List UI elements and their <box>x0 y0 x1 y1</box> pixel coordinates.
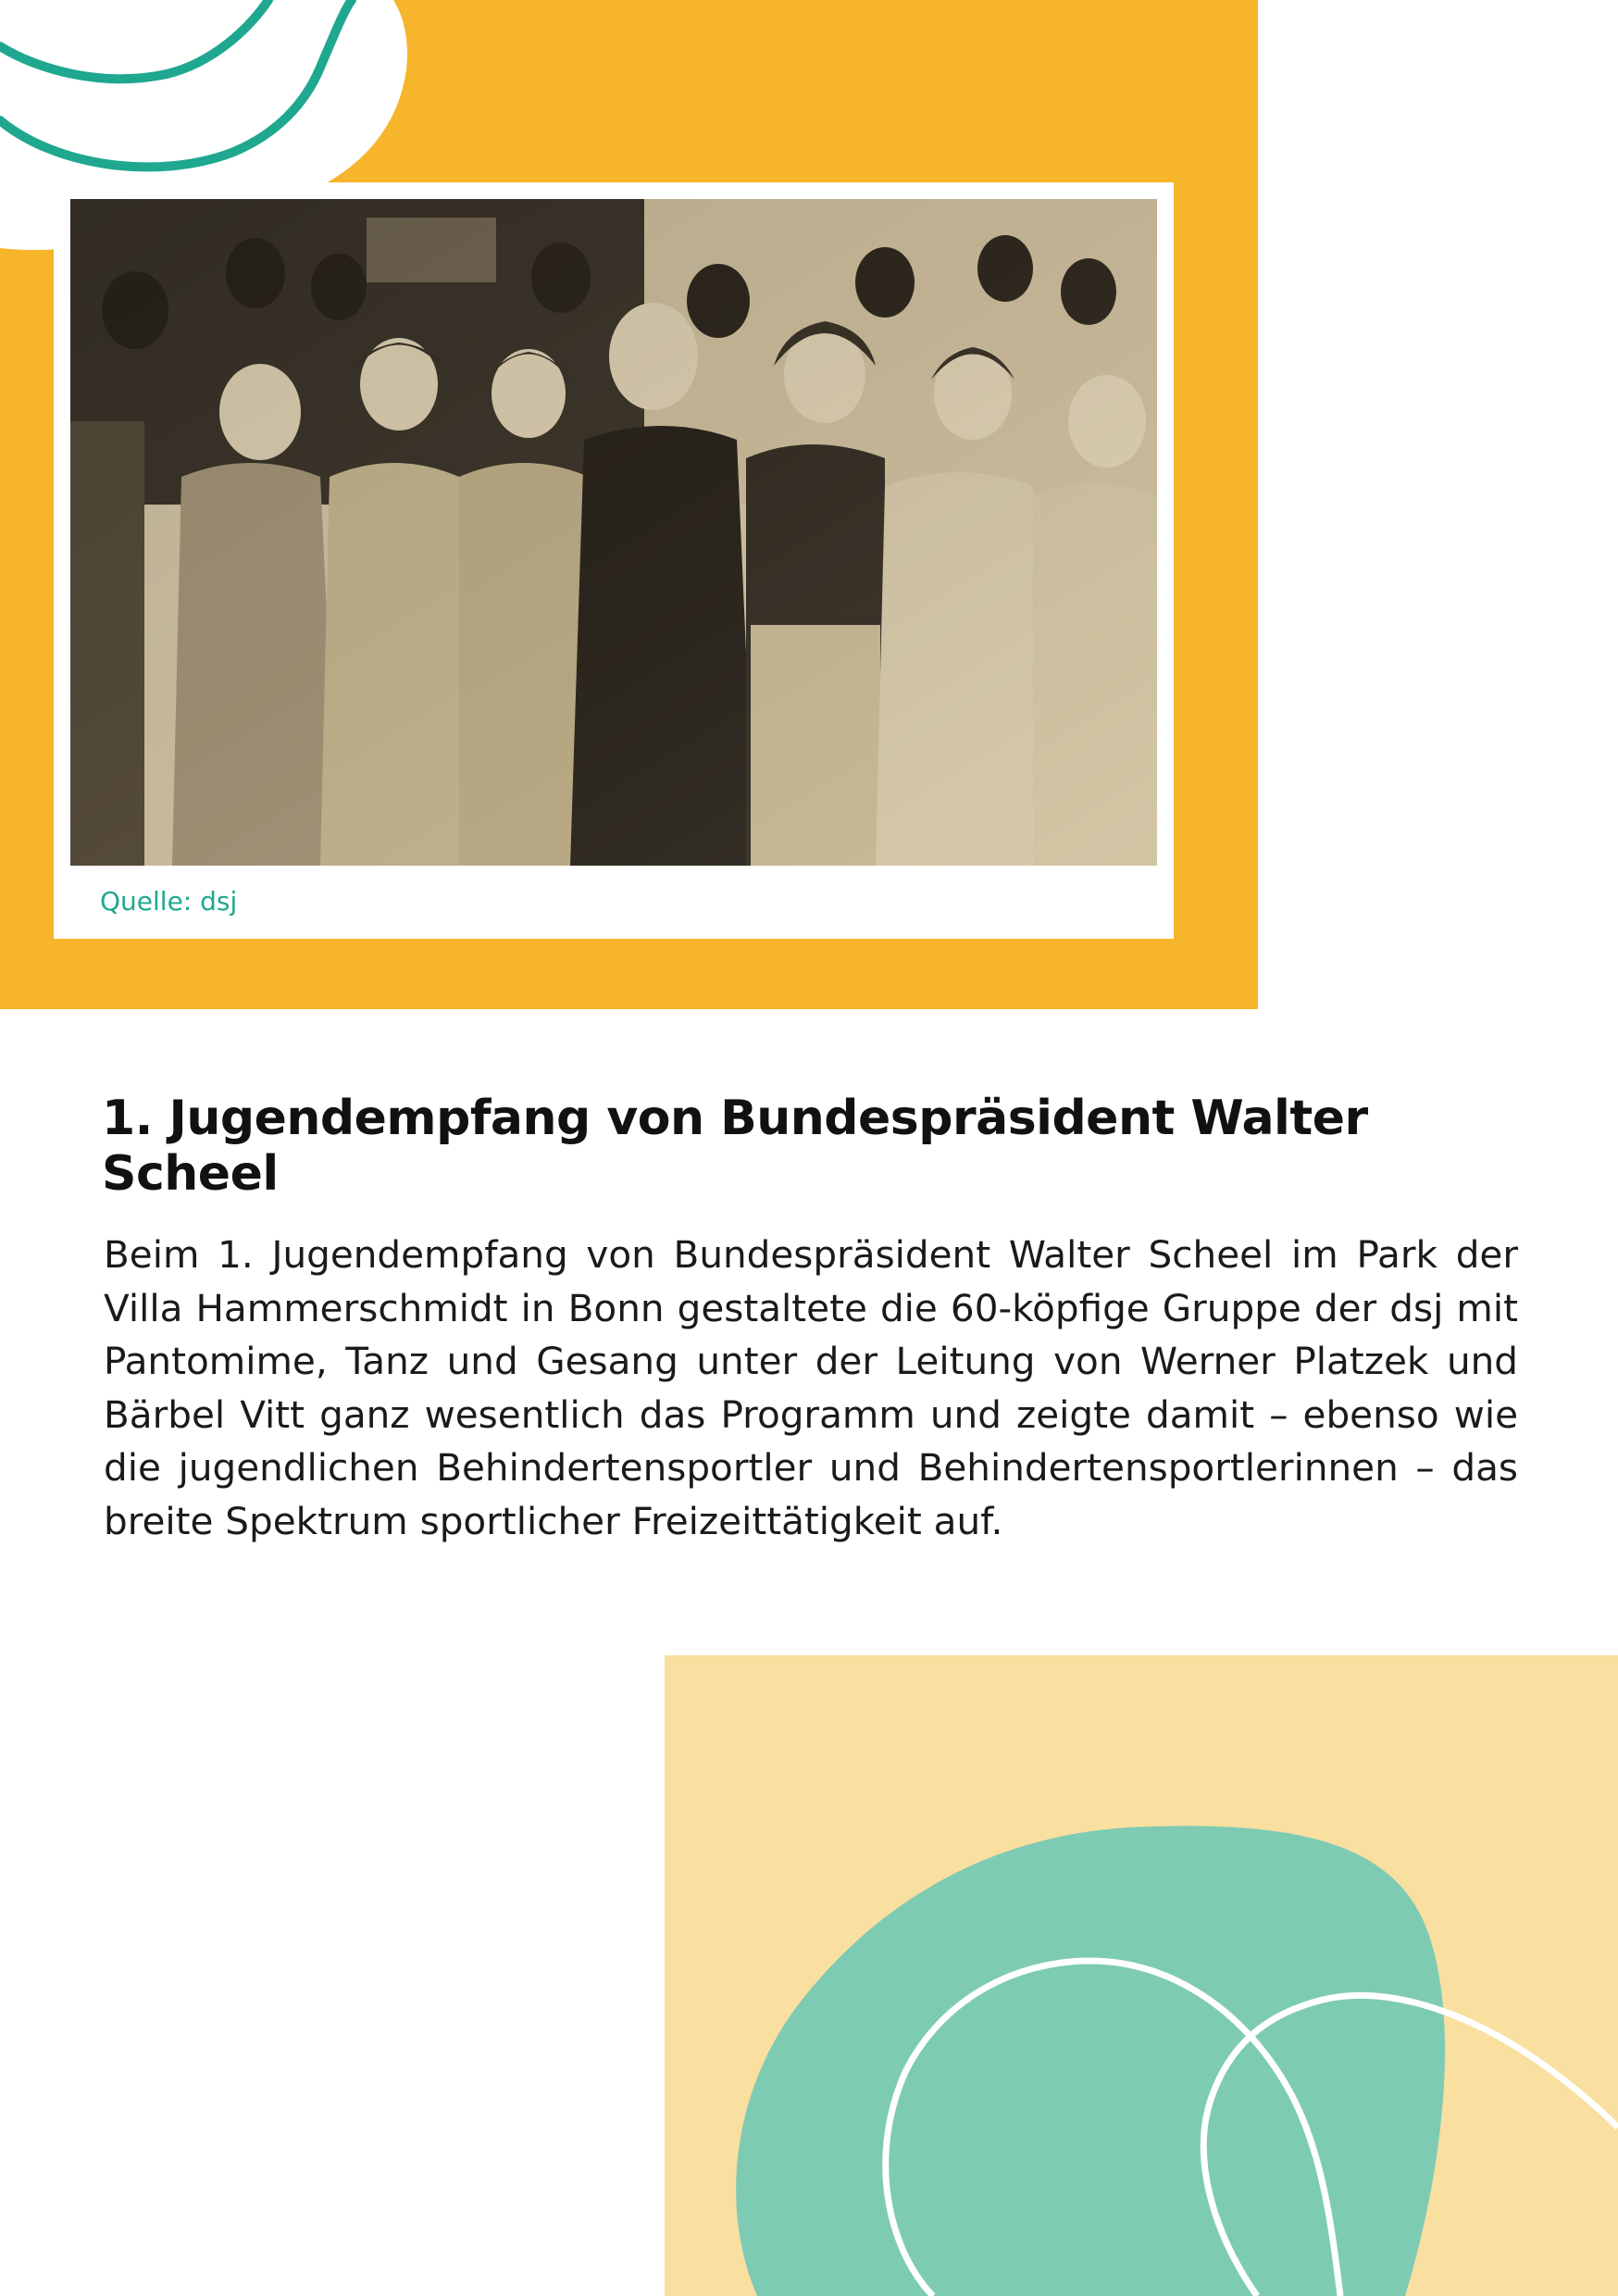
decorative-blob-shape <box>665 1655 1618 2296</box>
historic-group-photo <box>70 199 1157 866</box>
photo-caption: Quelle: dsj <box>100 886 238 917</box>
photo-frame <box>54 182 1174 939</box>
body-paragraph: Beim 1. Jugendempfang von Bundespräsident Walter Scheel im Park der Villa Hammerschmidt in Bonn gestaltete die 60-köpfige Gruppe der dsj mit Pantomime, Tanz und Gesang unter der Leitung von Werner Platzek und Bärbel Vitt ganz wesentlich das Programm und zeigte damit – ebenso wie die jugendlichen Behindertensportler und Behindertensportlerinnen – das breite Spektrum sportlicher Freizeittätigkeit auf. <box>104 1232 1518 1543</box>
photo-illustration <box>70 199 1157 866</box>
page-title: 1. Jugendempfang von Bundespräsident Walter Scheel <box>102 1091 1368 1202</box>
